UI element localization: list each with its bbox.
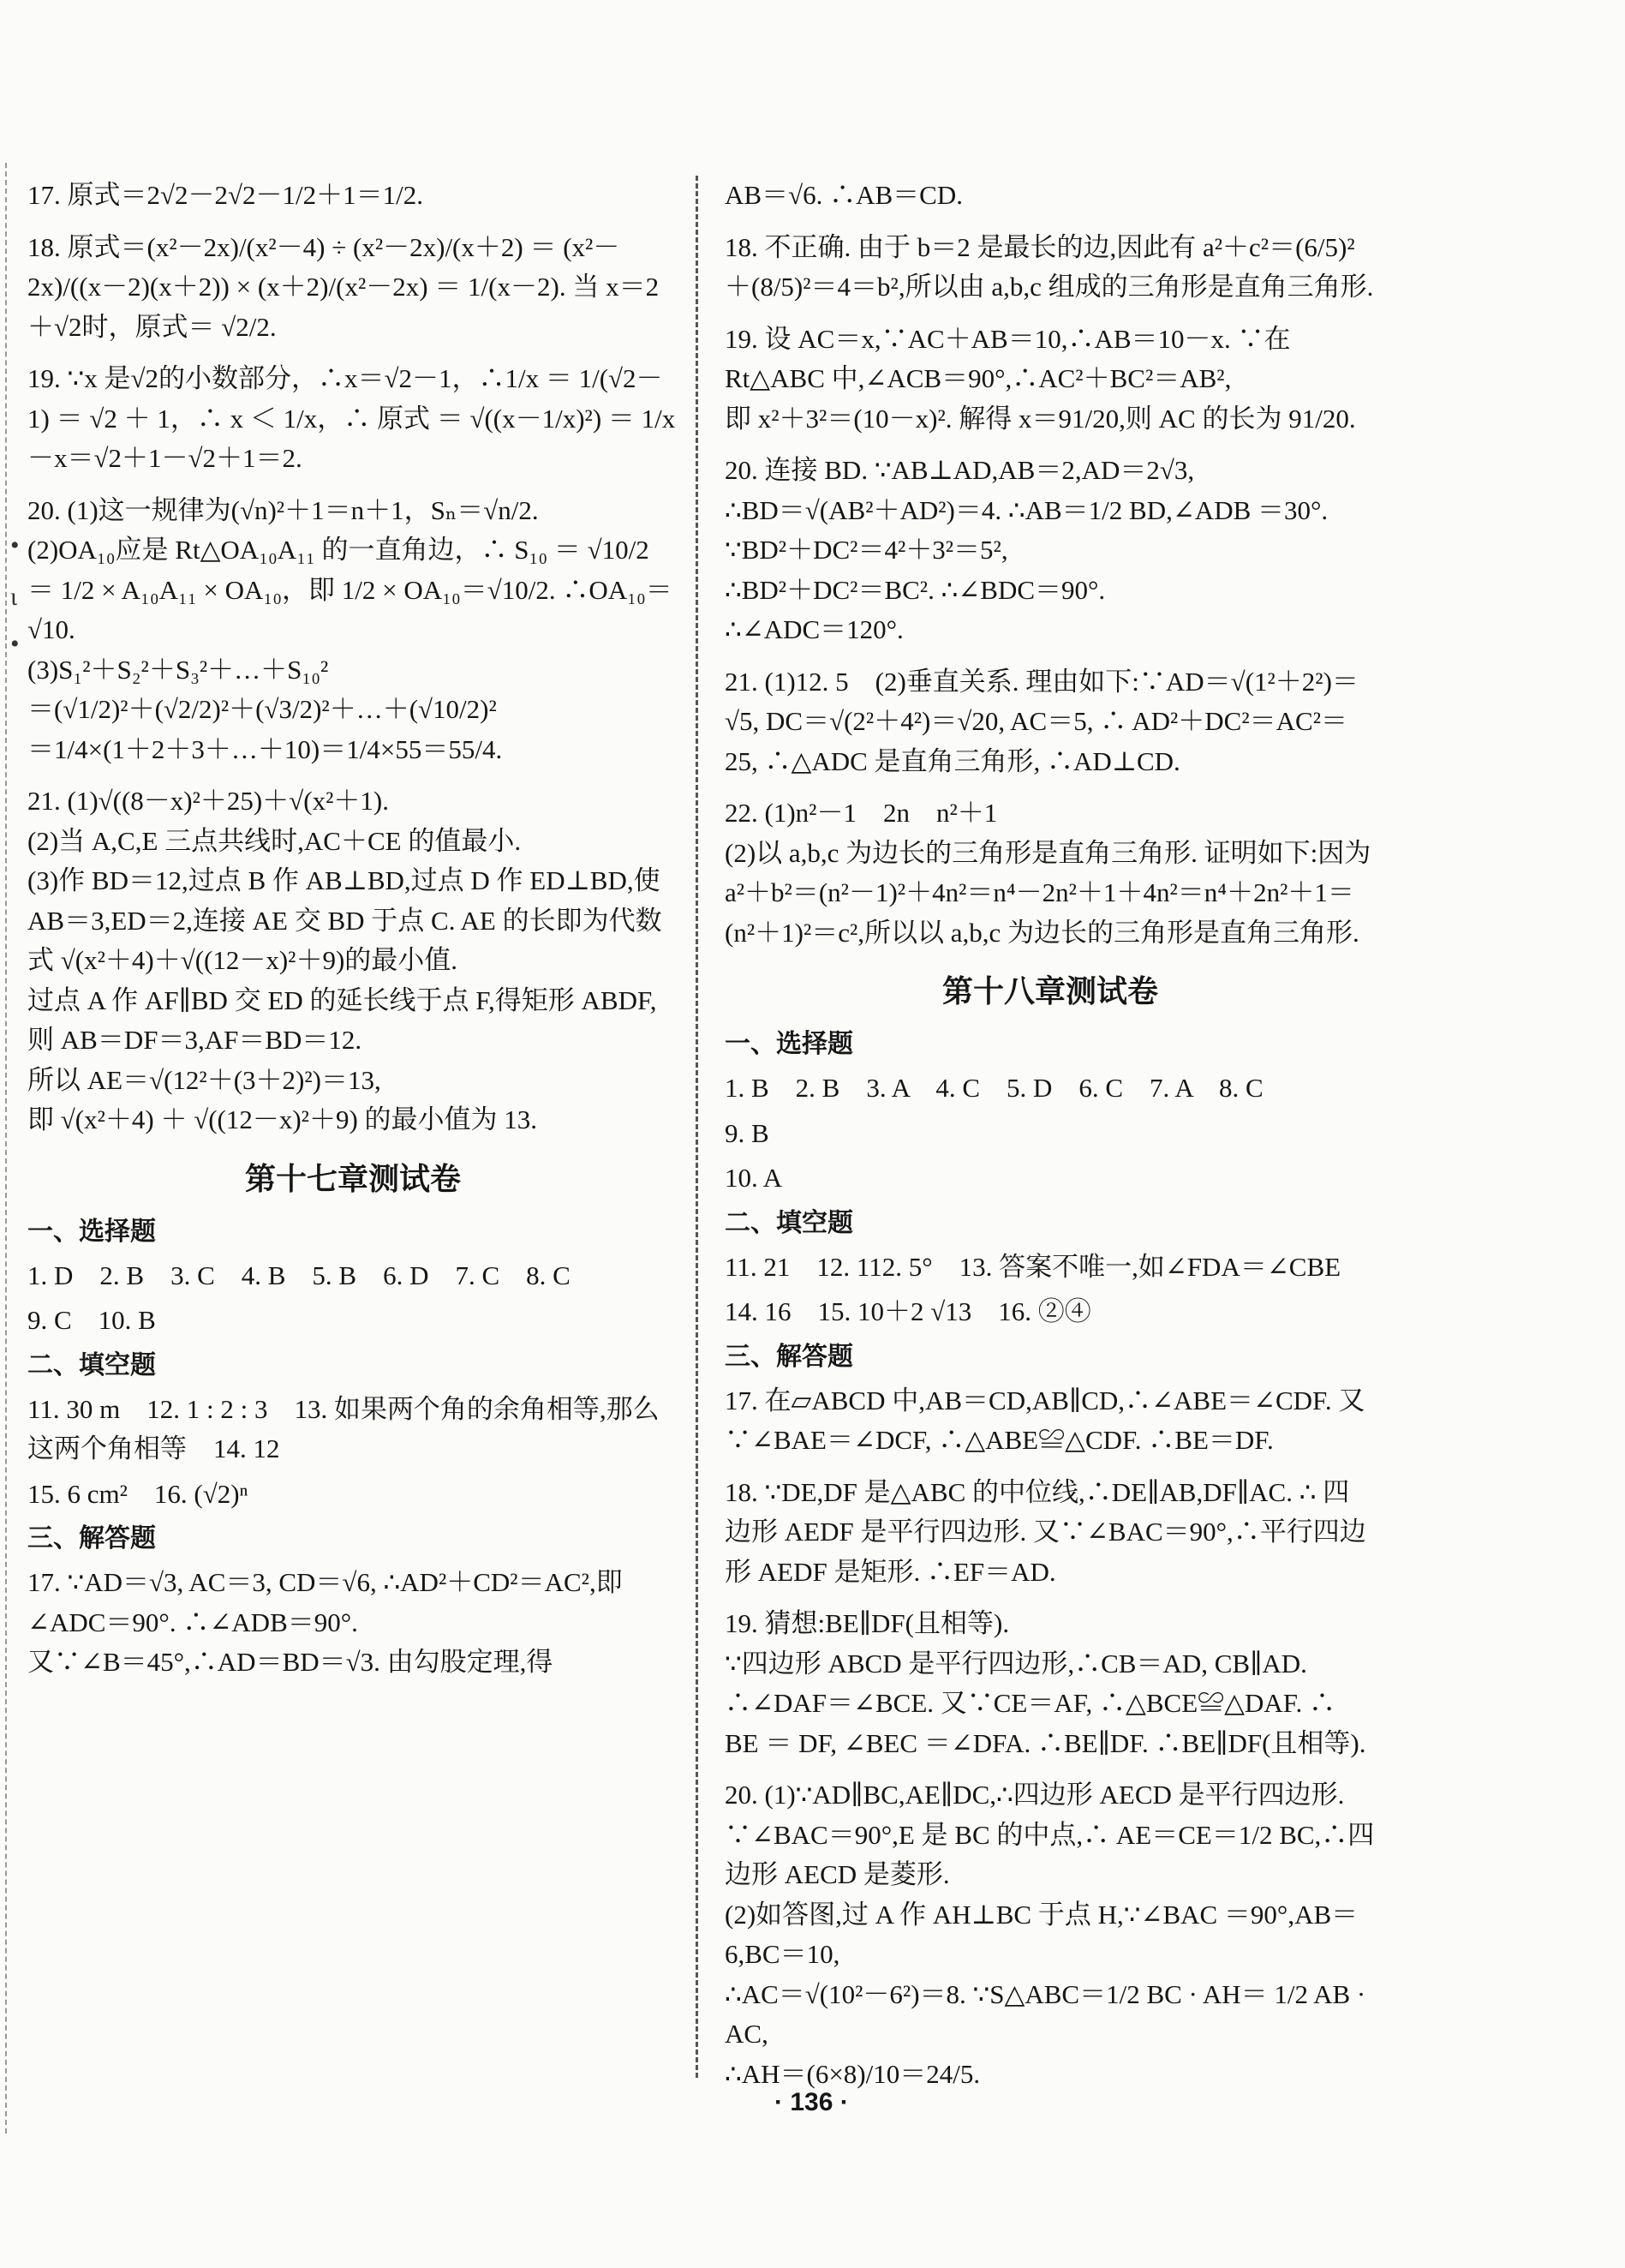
answer-item: 20. (1)这一规律为(√n)²＋1＝n＋1，Sₙ＝√n/2. (2)OA₁₀应是 Rt△OA₁₀A₁₁ 的一直角边，∴ S₁₀ ＝ √10/2 ＝ 1/2 × A₁₀A₁₁ × OA₁₀，即 1/2 × OA₁₀＝√10/2. ∴OA₁₀＝√10. (3)S₁²＋S₂²＋S₃²＋…＋S₁₀² ＝(√1/2)²＋(√2/2)²＋(√3/2)²＋…＋(√10/2)² ＝1/4×(1＋2＋3＋…＋10)＝1/4×55＝55/4. <box>27 494 672 764</box>
answer-item: 19. 设 AC＝x,∵AC＋AB＝10,∴AB＝10－x. ∵在 Rt△ABC 中,∠ACB＝90°,∴AC²＋BC²＝AB², 即 x²＋3²＝(10－x)². 解得 x＝91/20,则 AC 的长为 91/20. <box>725 323 1356 434</box>
column-divider <box>696 176 698 2078</box>
binding-mark: • <box>10 630 20 658</box>
binding-mark: ɩ <box>10 583 18 611</box>
answer-item: 21. (1)12. 5 (2)垂直关系. 理由如下:∵AD＝√(1²＋2²)＝√5, DC＝√(2²＋4²)＝√20, AC＝5, ∴ AD²＋DC²＝AC²＝25, ∴△ADC 是直角三角形, ∴AD⊥CD. <box>725 666 1359 776</box>
answer-item: 1. D 2. B 3. C 4. B 5. B 6. D 7. C 8. C <box>27 1260 571 1290</box>
answer-item: 21. (1)√((8－x)²＋25)＋√(x²＋1). (2)当 A,C,E 三点共线时,AC＋CE 的值最小. (3)作 BD＝12,过点 B 作 AB⊥BD,过点 D 作 ED⊥BD,使 AB＝3,ED＝2,连接 AE 交 BD 于点 C. AE 的长即为代数式 √(x²＋4)＋√((12－x)²＋9)的最小值. 过点 A 作 AF∥BD 交 ED 的延长线于点 F,得矩形 ABDF,则 AB＝DF＝3,AF＝BD＝12. 所以 AE＝√(12²＋(3＋2)²)＝13, 即 √(x²＋4) ＋ √((12－x)²＋9) 的最小值为 13. <box>27 786 662 1134</box>
answer-item: 19. ∵x 是√2的小数部分，∴x＝√2－1，∴1/x ＝ 1/(√2－1) ＝ √2 ＋ 1，∴ x ＜ 1/x，∴ 原式 ＝ √((x－1/x)²) ＝ 1/x －x＝√2＋1－√2＋1＝2. <box>27 363 683 473</box>
answer-item: 1. B 2. B 3. A 4. C 5. D 6. C 7. A 8. C <box>725 1073 1264 1103</box>
answer-item: 17. 在▱ABCD 中,AB＝CD,AB∥CD,∴∠ABE＝∠CDF. 又∵∠BAE＝∠DCF, ∴△ABE≌△CDF. ∴BE＝DF. <box>725 1385 1365 1455</box>
answer-item: 18. 原式＝(x²－2x)/(x²－4) ÷ (x²－2x)/(x＋2) ＝ (x²－2x)/((x－2)(x＋2)) × (x＋2)/(x²－2x) ＝ 1/(x－2). 当 x＝2＋√2时，原式＝ √2/2. <box>27 231 660 342</box>
answer-item: 11. 21 12. 112. 5° 13. 答案不唯一,如∠FDA＝∠CBE <box>725 1251 1341 1282</box>
left-column <box>27 176 683 1695</box>
answer-item: 18. ∵DE,DF 是△ABC 的中位线,∴DE∥AB,DF∥AC. ∴ 四边形 AEDF 是平行四边形. 又∵∠BAC＝90°,∴平行四边形 AEDF 是矩形. ∴EF＝AD. <box>725 1476 1366 1587</box>
chapter-heading: 第十八章测试卷 <box>941 973 1158 1008</box>
answer-item: 20. 连接 BD. ∵AB⊥AD,AB＝2,AD＝2√3, ∴BD＝√(AB²＋AD²)＝4. ∴AB＝1/2 BD,∠ADB ＝30°. ∵BD²＋DC²＝4²＋3²＝5², ∴BD²＋DC²＝BC². ∴∠BDC＝90°. ∴∠ADC＝120°. <box>725 455 1329 644</box>
page-number: · 136 · <box>774 2088 849 2116</box>
answer-item: 17. 原式＝2√2－2√2－1/2＋1＝1/2. <box>27 180 424 210</box>
answer-item: 18. 不正确. 由于 b＝2 是最长的边,因此有 a²＋c²＝(6/5)²＋(8/5)²＝4＝b²,所以由 a,b,c 组成的三角形是直角三角形. <box>725 231 1374 302</box>
binding-mark: • <box>10 531 20 560</box>
section-title: 二、填空题 <box>27 1350 156 1379</box>
answer-item: 9. B <box>725 1117 769 1148</box>
section-title: 一、选择题 <box>725 1030 853 1058</box>
section-title: 三、解答题 <box>725 1342 853 1371</box>
answer-item: 9. C 10. B <box>27 1305 156 1335</box>
answer-item: 19. 猜想:BE∥DF(且相等). ∵四边形 ABCD 是平行四边形,∴CB＝AD, CB∥AD. ∴∠DAF＝∠BCE. 又∵CE＝AF, ∴△BCE≌△DAF. ∴ BE ＝ DF, ∠BEC ＝∠DFA. ∴BE∥DF. ∴BE∥DF(且相等). <box>725 1608 1366 1758</box>
answer-item: 14. 16 15. 10＋2 √13 16. ②④ <box>725 1296 1091 1326</box>
right-column <box>725 176 1376 2106</box>
answer-item: 20. (1)∵AD∥BC,AE∥DC,∴四边形 AECD 是平行四边形. ∵∠BAC＝90°,E 是 BC 的中点,∴ AE＝CE＝1/2 BC,∴四边形 AECD 是菱形. (2)如答图,过 A 作 AH⊥BC 于点 H,∵∠BAC ＝90°,AB＝6,BC＝10, ∴AC＝√(10²－6²)＝8. ∵S△ABC＝1/2 BC · AH＝ 1/2 AB · AC, ∴AH＝(6×8)/10＝24/5. <box>725 1780 1375 2089</box>
answer-item: 17. ∵AD＝√3, AC＝3, CD＝√6, ∴AD²＋CD²＝AC²,即∠ADC＝90°. ∴∠ADB＝90°. 又∵∠B＝45°,∴AD＝BD＝√3. 由勾股定理,得 <box>27 1567 623 1677</box>
answer-item: 10. A <box>725 1163 783 1193</box>
answer-item: 15. 6 cm² 16. (√2)ⁿ <box>27 1478 248 1509</box>
answer-item: 11. 30 m 12. 1 : 2 : 3 13. 如果两个角的余角相等,那么这两个角相等 14. 12 <box>27 1393 660 1463</box>
chapter-heading: 第十七章测试卷 <box>244 1160 461 1196</box>
answer-item: 22. (1)n²－1 2n n²＋1 (2)以 a,b,c 为边长的三角形是直角三角形. 证明如下:因为 a²＋b²＝(n²－1)²＋4n²＝n⁴－2n²＋1＋4n²＝n⁴＋2n²＋1＝(n²＋1)²＝c²,所以以 a,b,c 为边长的三角形是直角三角形. <box>725 798 1371 948</box>
section-title: 三、解答题 <box>27 1524 156 1553</box>
section-title: 一、选择题 <box>27 1217 156 1246</box>
binding-edge-line <box>5 163 7 2133</box>
section-title: 二、填空题 <box>725 1208 853 1237</box>
answer-item: AB＝√6. ∴AB＝CD. <box>725 180 963 210</box>
